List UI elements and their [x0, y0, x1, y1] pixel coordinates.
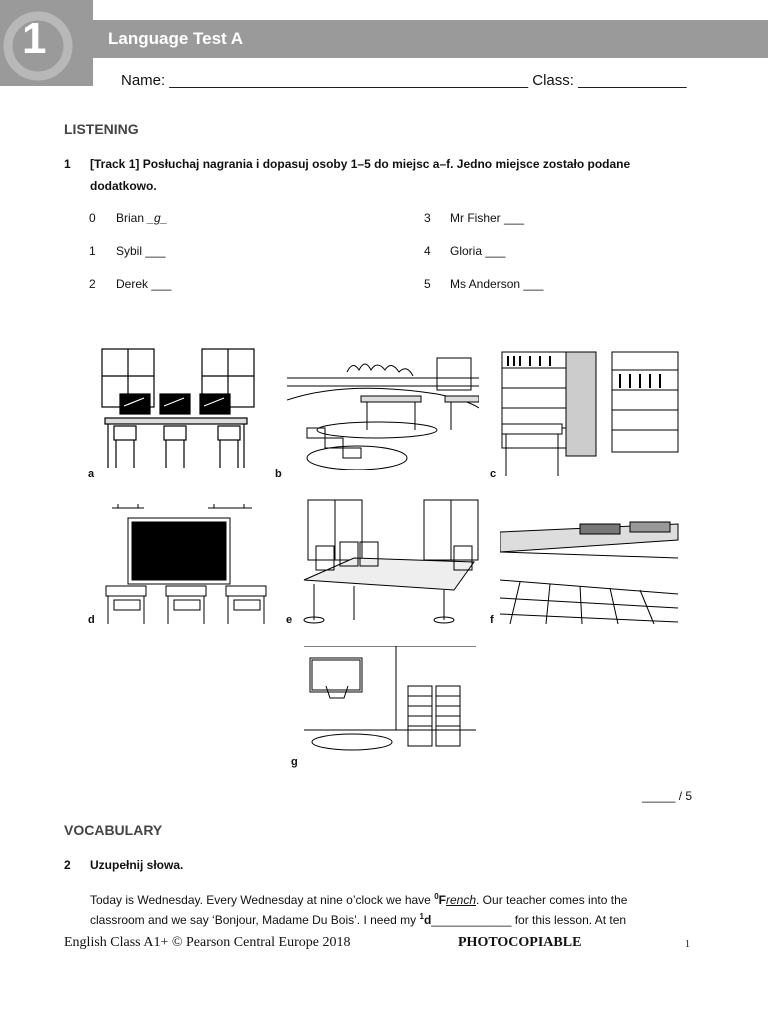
vocabulary-heading: VOCABULARY	[64, 822, 163, 838]
picture-b-playground	[287, 350, 479, 470]
item-0-number: 0	[89, 211, 96, 225]
score-box: _____ / 5	[642, 789, 693, 803]
picture-g-gym	[304, 646, 476, 758]
task-1-instruction-line2: dodatkowo.	[90, 179, 157, 193]
item-0-answer: _g_	[147, 211, 168, 225]
picture-f-canteen	[500, 518, 680, 626]
footer-page-number: 1	[685, 939, 690, 950]
item-4-person[interactable]: Gloria ___	[450, 244, 506, 258]
gap-1-blank[interactable]: ____________	[431, 913, 512, 927]
item-5-person[interactable]: Ms Anderson ___	[450, 277, 544, 291]
footer-copyright: English Class A1+ © Pearson Central Europe 2018	[64, 935, 351, 950]
picture-label-g: g	[291, 756, 298, 768]
unit-number-badge	[0, 0, 93, 86]
item-2-number: 2	[89, 277, 96, 291]
picture-label-e: e	[286, 614, 293, 626]
task-2-number: 2	[64, 858, 71, 872]
task-1-instruction-line1: [Track 1] Posłuchaj nagrania i dopasuj osoby 1–5 do miejsc a–f. Jedno miejsce zostało podane	[90, 157, 631, 171]
picture-c-library	[500, 350, 680, 478]
picture-e-staff-room	[294, 498, 482, 624]
picture-label-c: c	[490, 468, 497, 480]
item-0-person: Brian _g_	[116, 211, 168, 225]
footer-photocopiable: PHOTOCOPIABLE	[458, 935, 582, 950]
unit-circle-icon	[0, 0, 93, 86]
item-2-person[interactable]: Derek ___	[116, 277, 172, 291]
item-1-number: 1	[89, 244, 96, 258]
item-4-number: 4	[424, 244, 431, 258]
picture-label-a: a	[88, 468, 95, 480]
vocabulary-text-line2: classroom and we say ‘Bonjour, Madame Du Bois’. I need my $^1$d____________ for this lesson. At ten	[90, 912, 627, 927]
vocabulary-text-line1: Today is Wednesday. Every Wednesday at nine o’clock we have $^0$French. Our teacher comes into the	[90, 892, 628, 907]
item-1-person[interactable]: Sybil ___	[116, 244, 166, 258]
task-1-number: 1	[64, 157, 71, 171]
task-2-instruction: Uzupełnij słowa.	[90, 858, 184, 872]
name-class-line: Name: ___________________________________________ Class: _____________	[121, 72, 687, 89]
example-answer: rench	[445, 893, 477, 907]
picture-label-f: f	[490, 614, 494, 626]
test-title: Language Test A	[108, 29, 244, 48]
item-5-number: 5	[424, 277, 431, 291]
picture-label-b: b	[275, 468, 282, 480]
picture-d-classroom	[104, 502, 276, 626]
item-3-number: 3	[424, 211, 431, 225]
picture-label-d: d	[88, 614, 95, 626]
listening-heading: LISTENING	[64, 121, 139, 137]
picture-a-computer-room	[100, 346, 260, 474]
item-3-person[interactable]: Mr Fisher ___	[450, 211, 525, 225]
unit-number: 1	[22, 14, 47, 63]
